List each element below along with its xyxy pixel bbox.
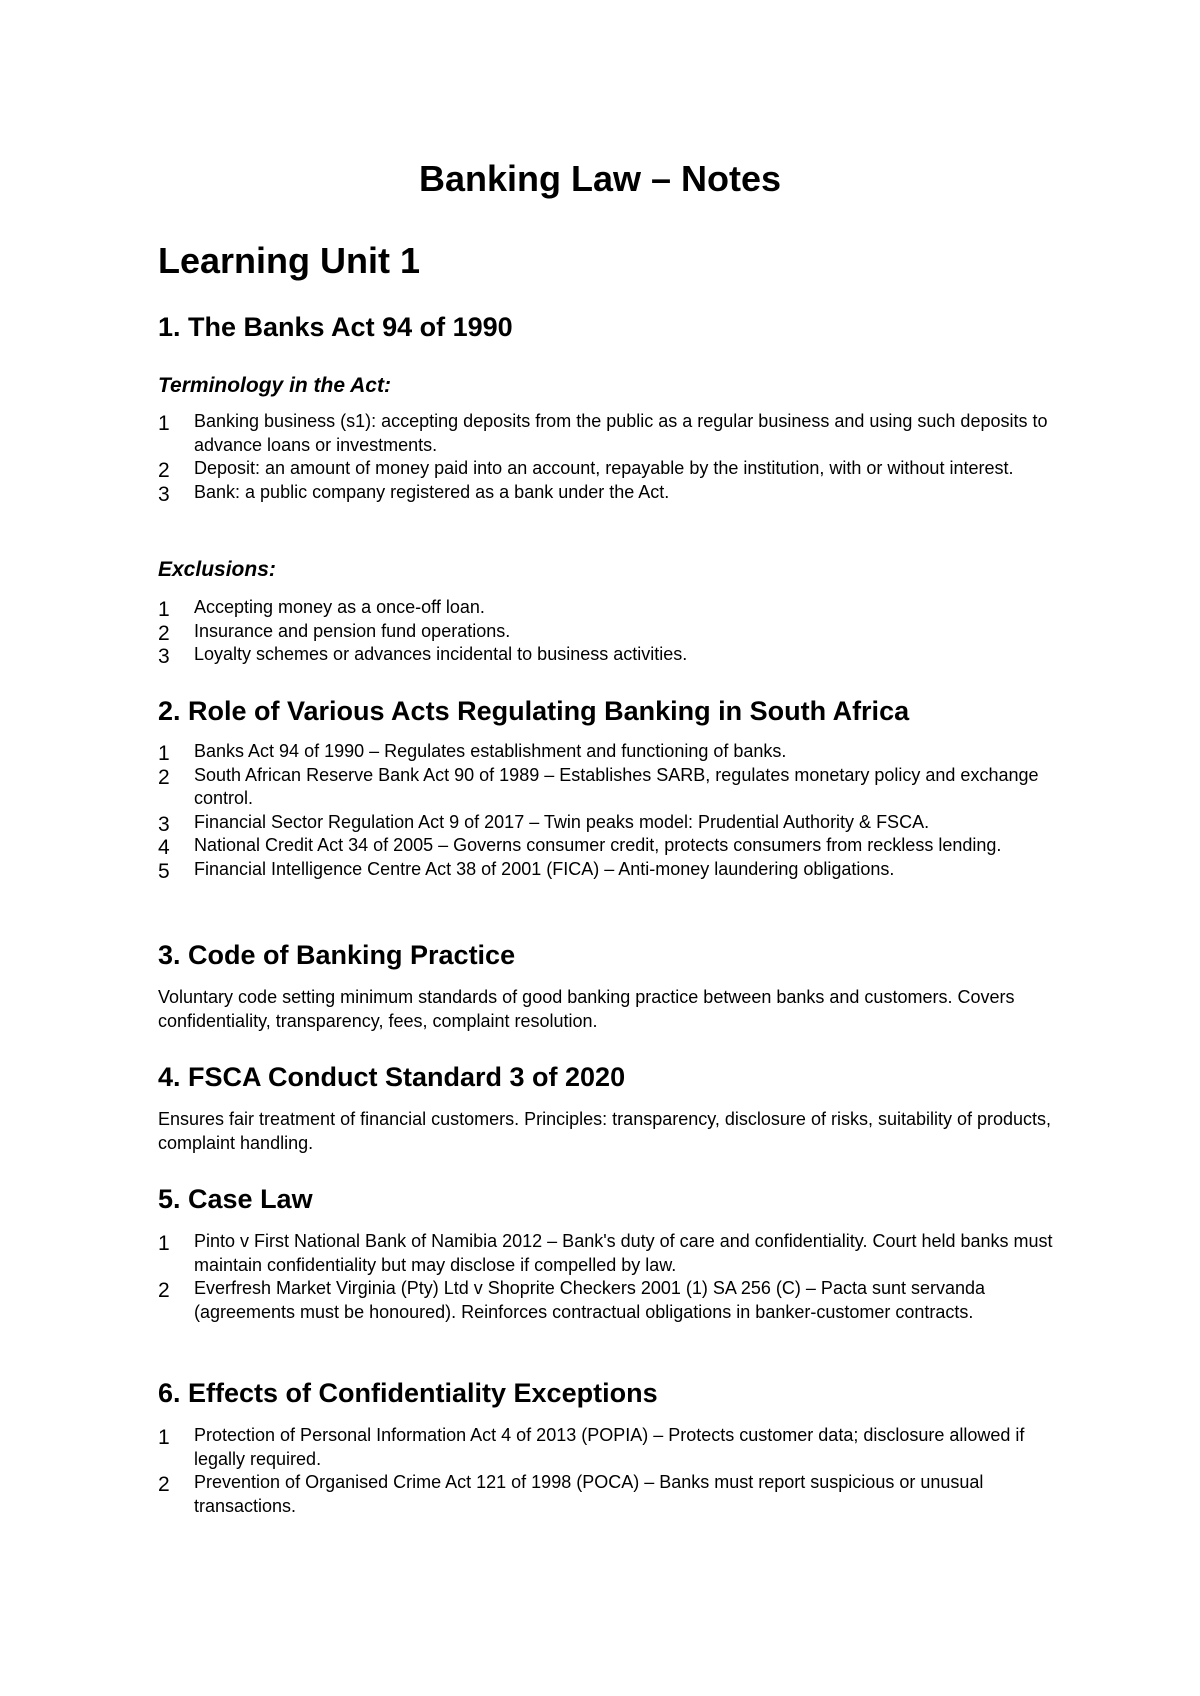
list-item <box>158 1277 1058 1324</box>
list-text: Loyalty schemes or advances incidental to business activities. <box>194 644 688 664</box>
list-number: 1 <box>158 598 170 621</box>
terminology-block <box>158 372 1058 400</box>
section-heading: 4. FSCA Conduct Standard 3 of 2020 <box>158 1062 626 1092</box>
section-heading: 2. Role of Various Acts Regulating Banking in South Africa <box>158 696 910 726</box>
paragraph: Ensures fair treatment of financial customers. Principles: transparency, disclosure of risks, suitability of products, complaint handling. <box>158 1109 1052 1153</box>
list-number: 2 <box>158 1279 170 1302</box>
section-heading: 5. Case Law <box>158 1184 313 1214</box>
list-item <box>158 457 1058 481</box>
list-item <box>158 834 1058 858</box>
section-banks-act <box>158 310 1058 344</box>
list-number: 1 <box>158 1232 170 1255</box>
list-item <box>158 481 1058 505</box>
exclusions-heading: Exclusions: <box>158 558 276 581</box>
document-title: Banking Law – Notes <box>418 158 782 199</box>
section-heading: 1. The Banks Act 94 of 1990 <box>158 312 513 342</box>
section-heading: 6. Effects of Confidentiality Exceptions <box>158 1378 658 1408</box>
list-text: Insurance and pension fund operations. <box>194 620 511 641</box>
section-heading: 3. Code of Banking Practice <box>158 940 516 970</box>
list-item <box>158 764 1058 811</box>
list-number: 2 <box>158 765 170 789</box>
list-item <box>158 410 1058 457</box>
list-text: Pinto v First National Bank of Namibia 2012 – Bank's duty of care and confidentiality. Court held banks must maintain confidentiality but may disclose if compelled by law. <box>194 1231 1053 1275</box>
exclusions-block <box>158 556 1058 584</box>
list-number: 2 <box>158 1473 170 1496</box>
list-number: 1 <box>158 742 170 765</box>
acts-list <box>158 740 1058 881</box>
list-item <box>158 1471 1058 1518</box>
list-number: 3 <box>158 645 170 668</box>
list-text: National Credit Act 34 of 2005 – Governs consumer credit, protects consumers from reckless lending. <box>194 835 1002 855</box>
list-item <box>158 596 1058 620</box>
section-code <box>158 938 1058 972</box>
unit-heading: Learning Unit 1 <box>158 240 421 281</box>
confidentiality-list <box>158 1424 1058 1518</box>
list-text: Financial Sector Regulation Act 9 of 2017 – Twin peaks model: Prudential Authority & FSCA. <box>194 811 930 832</box>
section-case-law <box>158 1182 1058 1216</box>
list-text: Bank: a public company registered as a bank under the Act. <box>194 481 670 502</box>
terminology-list <box>158 410 1058 504</box>
list-number: 3 <box>158 482 170 506</box>
section-acts <box>158 694 1058 728</box>
list-number: 3 <box>158 812 170 836</box>
terminology-heading: Terminology in the Act: <box>158 374 391 397</box>
list-text: Protection of Personal Information Act 4 of 2013 (POPIA) – Protects customer data; disclosure allowed if legally required. <box>194 1425 1025 1469</box>
case-law-list <box>158 1230 1058 1324</box>
section-confidentiality <box>158 1376 1058 1410</box>
code-paragraph-block <box>158 986 1058 1033</box>
list-number: 1 <box>158 412 170 435</box>
list-text: Financial Intelligence Centre Act 38 of 2001 (FICA) – Anti-money laundering obligations. <box>194 858 895 879</box>
list-item <box>158 740 1058 764</box>
list-text: Prevention of Organised Crime Act 121 of 1998 (POCA) – Banks must report suspicious or unusual transactions. <box>194 1472 984 1516</box>
list-text: Banking business (s1): accepting deposits from the public as a regular business and using such deposits to advance loans or investments. <box>194 411 1048 455</box>
list-number: 1 <box>158 1426 170 1449</box>
list-item <box>158 811 1058 835</box>
list-text: Banks Act 94 of 1990 – Regulates establishment and functioning of banks. <box>194 741 787 761</box>
list-number: 2 <box>158 459 170 482</box>
list-number: 4 <box>158 836 170 859</box>
list-text: Deposit: an amount of money paid into an account, repayable by the institution, with or without interest. <box>194 458 1014 478</box>
section-fsca <box>158 1060 1058 1094</box>
list-item <box>158 858 1058 882</box>
list-item <box>158 643 1058 667</box>
exclusions-list <box>158 596 1058 667</box>
list-item <box>158 1424 1058 1471</box>
fsca-paragraph-block <box>158 1108 1058 1155</box>
list-item <box>158 1230 1058 1277</box>
list-text: South African Reserve Bank Act 90 of 1989 – Establishes SARB, regulates monetary policy and exchange control. <box>194 764 1039 808</box>
list-item <box>158 620 1058 644</box>
paragraph: Voluntary code setting minimum standards of good banking practice between banks and customers. Covers confidentiality, transparency, fees, complaint resolution. <box>158 987 1015 1031</box>
list-text: Accepting money as a once-off loan. <box>194 597 485 617</box>
list-number: 2 <box>158 621 170 645</box>
list-number: 5 <box>158 859 170 883</box>
list-text: Everfresh Market Virginia (Pty) Ltd v Shoprite Checkers 2001 (1) SA 256 (C) – Pacta sunt servanda (agreements must be honoured). Reinforces contractual obligations in banker-customer contracts. <box>194 1278 986 1322</box>
